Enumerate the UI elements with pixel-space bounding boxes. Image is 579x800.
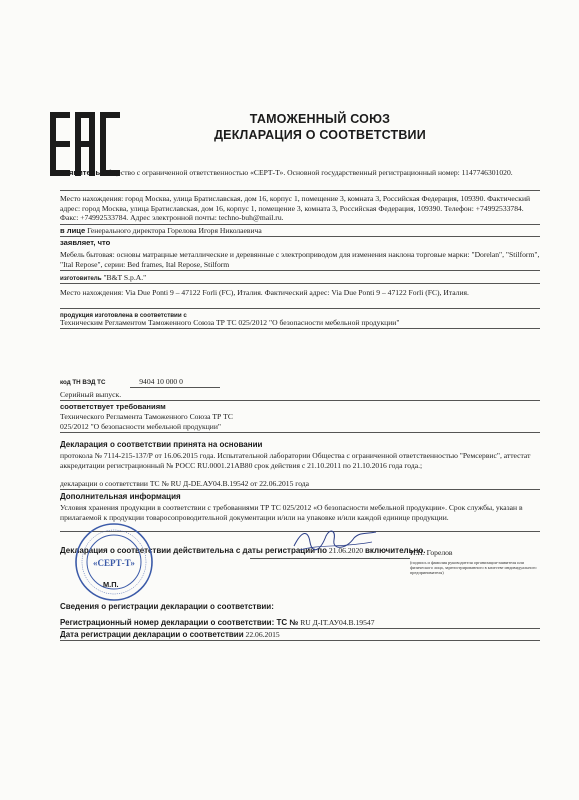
title-union: ТАМОЖЕННЫЙ СОЮЗ <box>249 112 391 126</box>
manufacturer-address: Место нахождения: Via Due Ponti 9 – 47122 Forli (FC), Италия. Фактический адрес: Via Due Ponti 9 – 47122 Forli (FC), Италия. <box>60 288 469 297</box>
complies-label: соответствует требованиям <box>60 402 166 411</box>
applicant-text: Общество с ограниченной ответственностью «СЕРТ-Т». Основной государственный регистрационный номер: 1147746301020. <box>102 168 513 177</box>
applicant-address: Место нахождения: город Москва, улица Братиславская, дом 16, корпус 1, помещение 3, комната 3, Российская Федерация, 109390. Фактический адрес: город Москва, улица Братиславская, дом 16, корпус 1, помещение 3, комната 3, Российская Федерация, 109390. Телефон: +74992533784. Факс: +74992533784. Адрес электронной почты: techno-buh@mail.ru. <box>60 194 531 223</box>
basis-label: Декларация о соответствии принята на основании <box>60 440 263 449</box>
validity-suffix: включительно. <box>364 546 426 555</box>
produced-text: Техническим Регламентом Таможенного Союза ТР ТС 025/2012 "О безопасности мебельной продукции" <box>60 318 400 327</box>
hs-code-value: 9404 10 000 0 <box>139 377 183 386</box>
signatory-name: И.Н. Горелов <box>410 548 453 557</box>
basis-previous: декларации о соответствии ТС № RU Д-DE.АУ04.В.19542 от 22.06.2015 года <box>60 479 310 488</box>
manufacturer-name: "B&T S.p.A." <box>103 273 147 282</box>
applicant-person-block <box>60 226 540 236</box>
eac-logo <box>50 112 120 176</box>
registration-date: 22.06.2015 <box>245 630 280 639</box>
product-description: Мебель бытовая: основы матрацные металлические и деревянные с электроприводом для изменения наклона торговые марки: "Dorelan", "Stilform", "Ital Repose", серии: Bed frames, Ital Repose, Stilform <box>60 250 540 269</box>
document-title <box>200 111 440 143</box>
additional-label: Дополнительная информация <box>60 492 181 501</box>
serial-release: Серийный выпуск. <box>60 390 122 399</box>
seal-placeholder: М.П. <box>103 580 119 589</box>
title-declaration: ДЕКЛАРАЦИЯ О СООТВЕТСТВИИ <box>214 128 426 142</box>
handwritten-signature <box>290 526 380 554</box>
manufacturer-block <box>60 273 540 284</box>
declares-label: заявляет, что <box>60 238 111 247</box>
additional-text: Условия хранения продукции в соответствии с требованиями ТР ТС 025/2012 «О безопасности мебельной продукции». Срок службы, указан в прилагаемой к продукции товаросопроводительной документации и/или на упаковке и/или каждой единице продукции. <box>60 503 523 522</box>
person-label: в лице <box>60 226 86 235</box>
hs-code-block <box>60 377 260 388</box>
hs-code-label: код ТН ВЭД ТС <box>60 379 106 386</box>
signature-caption: (подпись и фамилия руководителя организации-заявителя или физического лица, зарегистрированного в качестве индивидуального предпринимателя) <box>410 560 537 576</box>
registration-number-label: Регистрационный номер декларации о соответствии: ТС № <box>60 618 299 627</box>
registration-date-line <box>60 630 540 640</box>
validity-prefix: Декларация о соответствии действительна с даты регистрации по <box>60 546 327 555</box>
person-name: Генерального директора Горелова Игоря Николаевича <box>87 226 262 235</box>
registration-header: Сведения о регистрации декларации о соответствии: <box>60 602 274 611</box>
registration-date-label: Дата регистрации декларации о соответствии <box>60 630 244 639</box>
produced-label: продукция изготовлена в соответствии с <box>60 312 187 319</box>
stamp-text: «СЕРТ-Т» <box>93 558 135 568</box>
manufacturer-label: изготовитель <box>60 275 102 282</box>
complies-text: Технического Регламента Таможенного Союза ТР ТС 025/2012 "О безопасности мебельной продукции" <box>60 412 233 431</box>
registration-number-line <box>60 618 540 628</box>
validity-date: 21.06.2020 <box>328 546 364 555</box>
basis-text: протокола № 7114-215-137/Р от 16.06.2015 года. Испытательной лаборатории Общества с ограниченной ответственностью "Ремсервис", аттестат аккредитации регистрационный № РОСС RU.0001.21АВ80 срок действия с 21.10.2011 по 21.10.2016 года года.; <box>60 451 531 470</box>
registration-number: RU Д-IT.АУ04.В.19547 <box>300 618 375 627</box>
company-stamp <box>74 522 154 602</box>
applicant-block <box>60 168 540 178</box>
applicant-label: Заявитель <box>60 168 101 177</box>
